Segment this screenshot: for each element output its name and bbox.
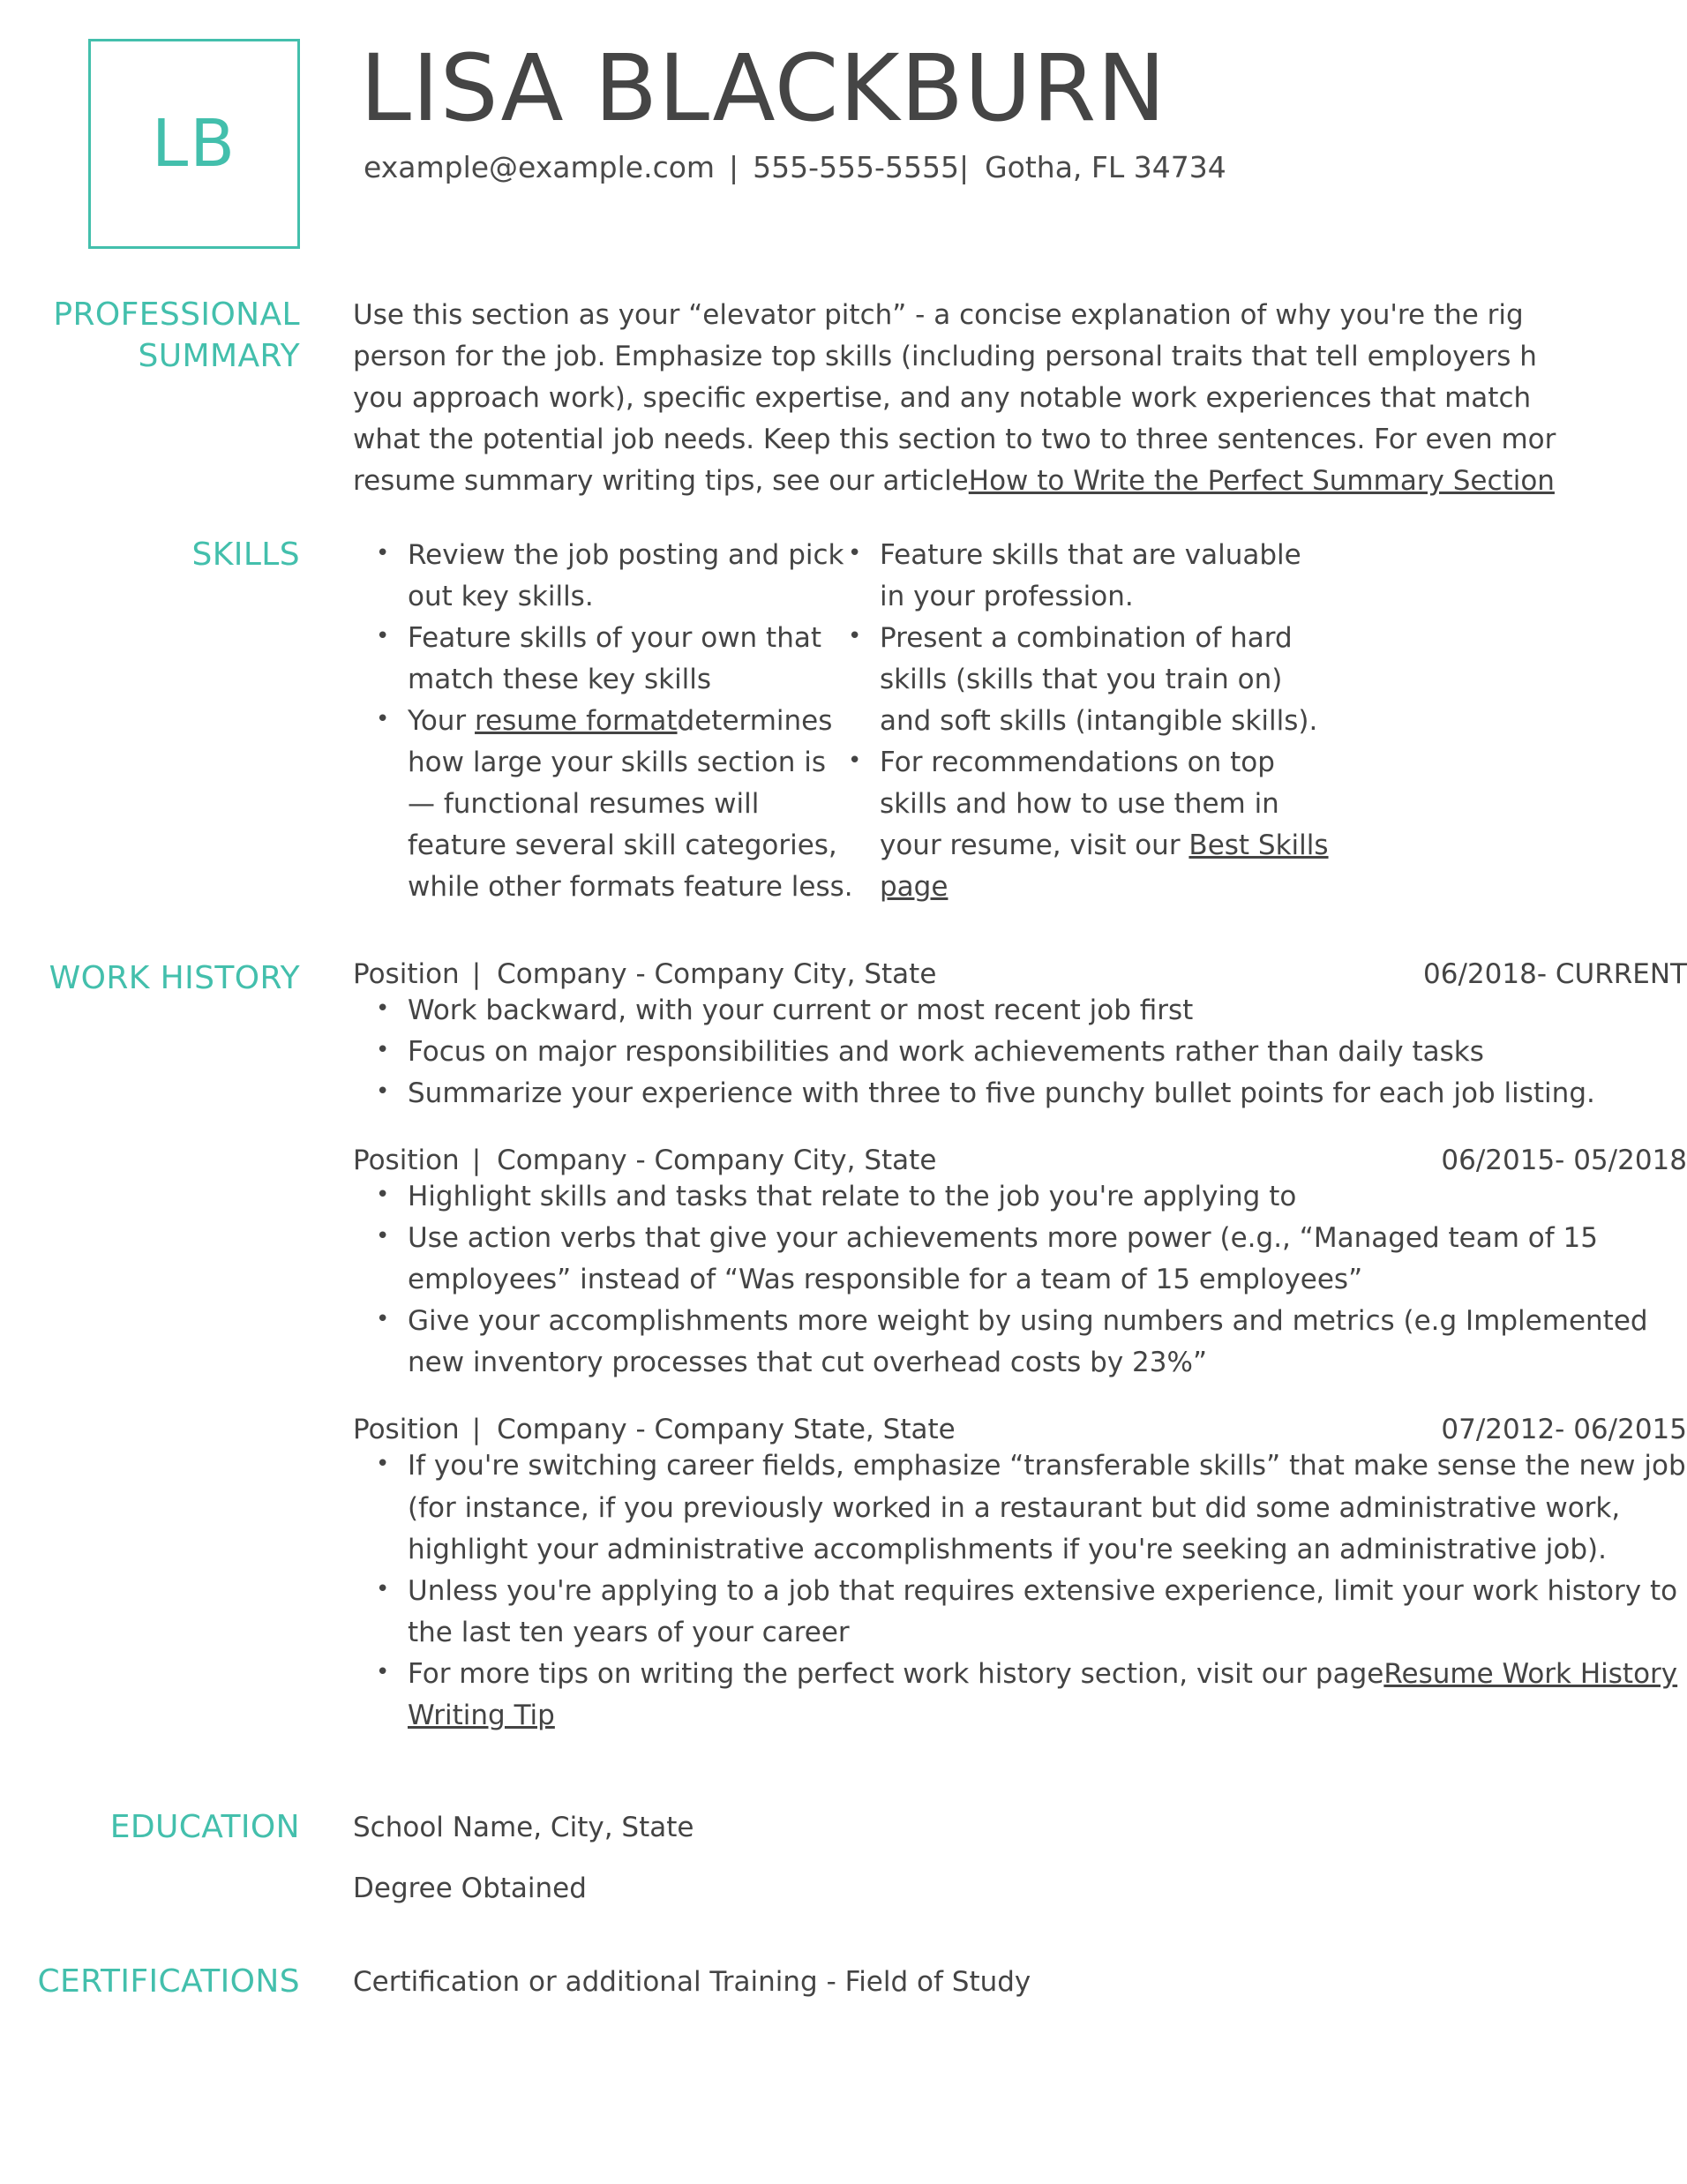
contact-separator-2: | xyxy=(958,150,970,185)
section-label-skills: SKILLS xyxy=(191,536,300,573)
job-title-line xyxy=(353,958,936,990)
section-professional-summary xyxy=(0,295,1687,503)
list-item xyxy=(408,990,1687,1032)
list-item: • If you're switching career fields, emphasize “transferable skills” that make sense the new job (for instance, if you previously worked in a restaurant but did some administrative work, highlight your administrative accomplishments if you're seeking an administrative job). xyxy=(408,1445,1687,1570)
list-item: • Use action verbs that give your achievements more power (e.g., “Managed team of 15 employees” instead of “Was responsible for a team of 15 employees” xyxy=(408,1218,1687,1301)
bullet-text: • Focus on major responsibilities and work achievements rather than daily tasks xyxy=(408,1035,1484,1068)
job-company: Company xyxy=(497,1414,627,1446)
monogram-initials: LB xyxy=(152,106,236,182)
list-item: • Present a combination of hard skills (skills that you train on) and soft skills (intangible skills). xyxy=(880,618,1330,742)
section-body-skills xyxy=(353,535,1687,909)
summary-line: what the potential job needs. Keep this section to two to three sentences. For even mor xyxy=(353,424,1556,456)
list-item: • Summarize your experience with three to five punchy bullet points for each job listing. xyxy=(408,1073,1687,1115)
skills-columns xyxy=(353,535,1687,909)
summary-paragraph xyxy=(353,295,1687,503)
list-item xyxy=(408,701,858,909)
contact-line xyxy=(360,150,1687,184)
summary-line: person for the job. Emphasize top skills (including personal traits that tell employers h xyxy=(353,341,1537,373)
section-body-education xyxy=(353,1807,1687,1909)
work-history-entry xyxy=(353,1414,1687,1737)
job-separator: | xyxy=(471,1414,482,1446)
job-location: - Company City, State xyxy=(635,957,937,990)
work-history-entry xyxy=(353,958,1687,1115)
section-label-professional-summary xyxy=(0,295,353,378)
resume-format-link[interactable]: resume format xyxy=(475,704,678,737)
bullet-text: • Highlight skills and tasks that relate to the job you're applying to xyxy=(408,1180,1297,1212)
education-degree: Degree Obtained xyxy=(353,1872,587,1904)
resume-header xyxy=(0,0,1687,249)
summary-line-with-link xyxy=(353,461,1687,502)
job-company: Company xyxy=(497,1144,627,1176)
job-dates: 07/2012- 06/2015 xyxy=(1441,1414,1687,1446)
job-separator: | xyxy=(471,957,482,990)
job-bullets xyxy=(353,1445,1687,1737)
contact-email: example@example.com xyxy=(364,150,716,185)
job-bullets xyxy=(353,1176,1687,1385)
contact-separator-1: | xyxy=(729,150,739,185)
skill-link-suffix: determines how large your skills section is — functional resumes will feature several skill categories, while other formats feature less. xyxy=(408,704,853,904)
bullet-text: • Work backward, with your current or most recent job first xyxy=(408,994,1194,1026)
section-label-education: EDUCATION xyxy=(109,1809,300,1846)
list-item xyxy=(408,1032,1687,1073)
contact-location: Gotha, FL 34734 xyxy=(985,150,1226,185)
skill-link-prefix: For recommendations on top skills and how to use them in your resume, visit our xyxy=(880,747,1279,862)
job-title-line xyxy=(353,1414,956,1445)
section-label-line-1: PROFESSIONAL xyxy=(53,296,300,333)
monogram-container xyxy=(0,39,353,249)
section-label-line-2: SUMMARY xyxy=(138,337,300,374)
section-education xyxy=(0,1807,1687,1909)
section-skills xyxy=(0,535,1687,909)
skill-link-prefix: Your xyxy=(408,704,476,737)
job-header xyxy=(353,1145,1687,1176)
monogram-box xyxy=(88,39,300,249)
summary-line: Use this section as your “elevator pitch” - a concise explanation of why you're the rig xyxy=(353,299,1524,331)
name-and-contact xyxy=(353,39,1687,184)
job-dates: 06/2018- CURRENT xyxy=(1423,957,1687,990)
list-item xyxy=(408,1654,1687,1737)
list-item: • Feature skills of your own that match these key skills xyxy=(408,618,858,701)
job-position: Position xyxy=(353,957,460,990)
job-company: Company xyxy=(497,957,627,990)
contact-phone: 555-555-5555 xyxy=(753,150,959,185)
summary-line: you approach work), specific expertise, and any notable work experiences that match xyxy=(353,382,1532,415)
section-certifications xyxy=(0,1962,1687,2003)
list-item: • Feature skills that are valuable in your profession. xyxy=(880,535,1330,618)
list-item xyxy=(880,742,1330,908)
candidate-name: LISA BLACKBURN xyxy=(360,39,1167,142)
summary-link-prefix: resume summary writing tips, see our article xyxy=(353,465,969,498)
certification-entry: Certification or additional Training - Field of Study xyxy=(353,1966,1031,1999)
list-item: • Give your accomplishments more weight by using numbers and metrics (e.g Implemented new inventory processes that cut overhead costs by 23%” xyxy=(408,1301,1687,1384)
list-item: • Review the job posting and pick out key skills. xyxy=(408,535,858,618)
section-body-professional-summary xyxy=(353,295,1687,503)
skills-column-right xyxy=(825,535,1329,909)
job-location: - Company City, State xyxy=(635,1144,937,1176)
job-position: Position xyxy=(353,1144,460,1176)
list-item xyxy=(408,1176,1687,1218)
education-school: School Name, City, State xyxy=(353,1812,694,1844)
skills-column-left xyxy=(353,535,853,909)
section-label-certifications: CERTIFICATIONS xyxy=(37,1963,300,2000)
bullet-text: For more tips on writing the perfect work history section, visit our page xyxy=(408,1657,1384,1690)
list-item: • Unless you're applying to a job that requires extensive experience, limit your work history to the last ten years of your career xyxy=(408,1571,1687,1654)
work-history-entry xyxy=(353,1145,1687,1385)
skills-list-left xyxy=(353,535,853,909)
job-location: - Company State, State xyxy=(635,1414,956,1446)
job-bullets xyxy=(353,990,1687,1115)
section-body-certifications xyxy=(353,1962,1687,2003)
skills-list-right xyxy=(825,535,1329,909)
best-skills-page-link[interactable]: Best Skills page xyxy=(880,829,1329,904)
job-header xyxy=(353,958,1687,990)
summary-article-link[interactable]: How to Write the Perfect Summary Section xyxy=(968,465,1555,498)
job-header xyxy=(353,1414,1687,1445)
job-separator: | xyxy=(471,1144,482,1176)
job-dates: 06/2015- 05/2018 xyxy=(1441,1144,1687,1176)
section-work-history xyxy=(0,958,1687,1767)
resume-work-history-tips-link[interactable]: Resume Work History Writing Tip xyxy=(408,1657,1678,1732)
job-position: Position xyxy=(353,1414,460,1446)
section-body-work-history xyxy=(353,958,1687,1767)
job-title-line xyxy=(353,1145,936,1176)
section-label-work-history: WORK HISTORY xyxy=(49,959,300,996)
